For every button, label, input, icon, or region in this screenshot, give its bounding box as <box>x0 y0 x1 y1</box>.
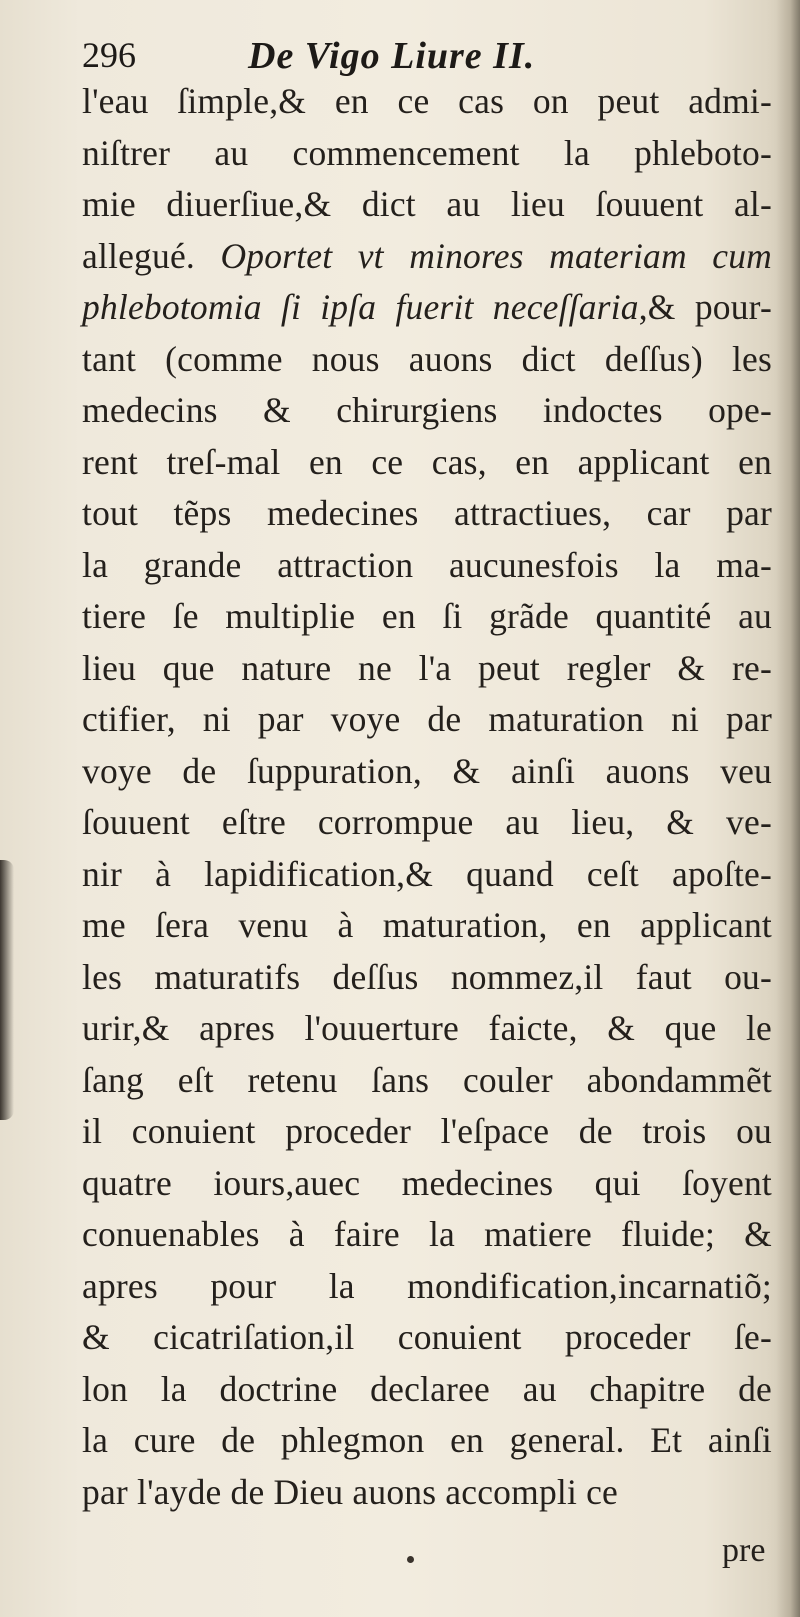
text-line <box>82 231 772 283</box>
text-segment: la grande attraction aucunesfois la ma- <box>82 544 772 585</box>
text-segment: quatre iours,auec medecines qui ſoyent <box>82 1162 772 1203</box>
latin-quote: phlebotomia ſi ipſa fuerit neceſſaria <box>82 287 639 327</box>
text-segment: lieu que nature ne l'a peut regler & re- <box>82 647 772 688</box>
text-line <box>82 746 772 798</box>
text-line <box>82 591 772 643</box>
text-segment: apres pour la mondification,incarnatiõ; <box>82 1265 772 1306</box>
text-line <box>82 128 772 180</box>
text-line <box>82 282 772 334</box>
text-segment: par l'ayde de Dieu auons accompli ce <box>82 1471 619 1512</box>
text-line <box>82 900 772 952</box>
text-line <box>82 334 772 386</box>
text-segment: ,& pour- <box>638 287 772 327</box>
text-line <box>82 1003 772 1055</box>
text-line <box>82 694 772 746</box>
text-line <box>82 488 772 540</box>
text-segment: ſouuent eſtre corrompue au lieu, & ve- <box>82 802 772 842</box>
text-segment: medecins & chirurgiens indoctes ope- <box>82 390 772 430</box>
text-line <box>82 952 772 1004</box>
text-segment: mie diuerſiue,& dict au lieu ſouuent al- <box>82 184 772 224</box>
page-number: 296 <box>82 35 136 75</box>
text-line <box>82 1261 772 1313</box>
text-line <box>82 437 772 489</box>
text-segment: urir,& apres l'ouuerture faicte, & que le <box>82 1008 772 1048</box>
text-segment: lon la doctrine declaree au chapitre de <box>82 1368 772 1409</box>
text-segment: ſang eſt retenu ſans couler abondammẽt <box>82 1059 772 1100</box>
text-line <box>82 1312 772 1364</box>
text-line <box>82 1467 772 1519</box>
page-edge-shadow <box>776 0 800 1617</box>
text-line <box>82 1106 772 1158</box>
text-segment: nir à lapidification,& quand ceſt apoſte- <box>82 853 772 894</box>
text-segment: l'eau ſimple,& en ce cas on peut admi- <box>82 81 772 121</box>
text-line <box>82 849 772 901</box>
running-title: De Vigo Liure II. <box>248 35 536 77</box>
body-text <box>82 76 772 1518</box>
text-line <box>82 1209 772 1261</box>
text-line <box>82 385 772 437</box>
catchword: pre <box>722 1532 766 1569</box>
latin-quote: Oportet vt minores materiam cum <box>220 235 773 276</box>
text-segment: ctifier, ni par voye de maturation ni par <box>82 699 772 739</box>
text-segment: la cure de phlegmon en general. Et ainſi <box>82 1420 772 1460</box>
text-segment: me ſera venu à maturation, en applicant <box>82 905 772 945</box>
text-segment: voye de ſuppuration, & ainſi auons veu <box>82 750 772 791</box>
text-segment: rent treſ-mal en ce cas, en applicant en <box>82 441 772 482</box>
text-segment: & cicatriſation,il conuient proceder ſe- <box>82 1317 772 1357</box>
text-line <box>82 797 772 849</box>
text-line <box>82 179 772 231</box>
text-segment: les maturatifs deſſus nommez,il faut ou- <box>82 956 772 997</box>
text-line <box>82 1415 772 1467</box>
text-segment: allegué. <box>82 235 221 276</box>
text-line <box>82 1364 772 1416</box>
text-segment: tiere ſe multiplie en ſi grãde quantité au <box>82 596 772 636</box>
text-segment: tout tẽps medecines attractiues, car par <box>82 493 772 533</box>
text-segment: tant (comme nous auons dict deſſus) les <box>82 338 772 379</box>
ink-speck <box>407 1556 414 1563</box>
text-segment: conuenables à faire la matiere fluide; & <box>82 1214 772 1254</box>
text-line <box>82 540 772 592</box>
text-segment: niſtrer au commencement la phleboto- <box>82 132 772 173</box>
text-line <box>82 1055 772 1107</box>
binding-shadow <box>0 860 14 1120</box>
text-line <box>82 1158 772 1210</box>
text-line <box>82 76 772 128</box>
text-line <box>82 643 772 695</box>
text-segment: il conuient proceder l'eſpace de trois ou <box>82 1111 772 1151</box>
